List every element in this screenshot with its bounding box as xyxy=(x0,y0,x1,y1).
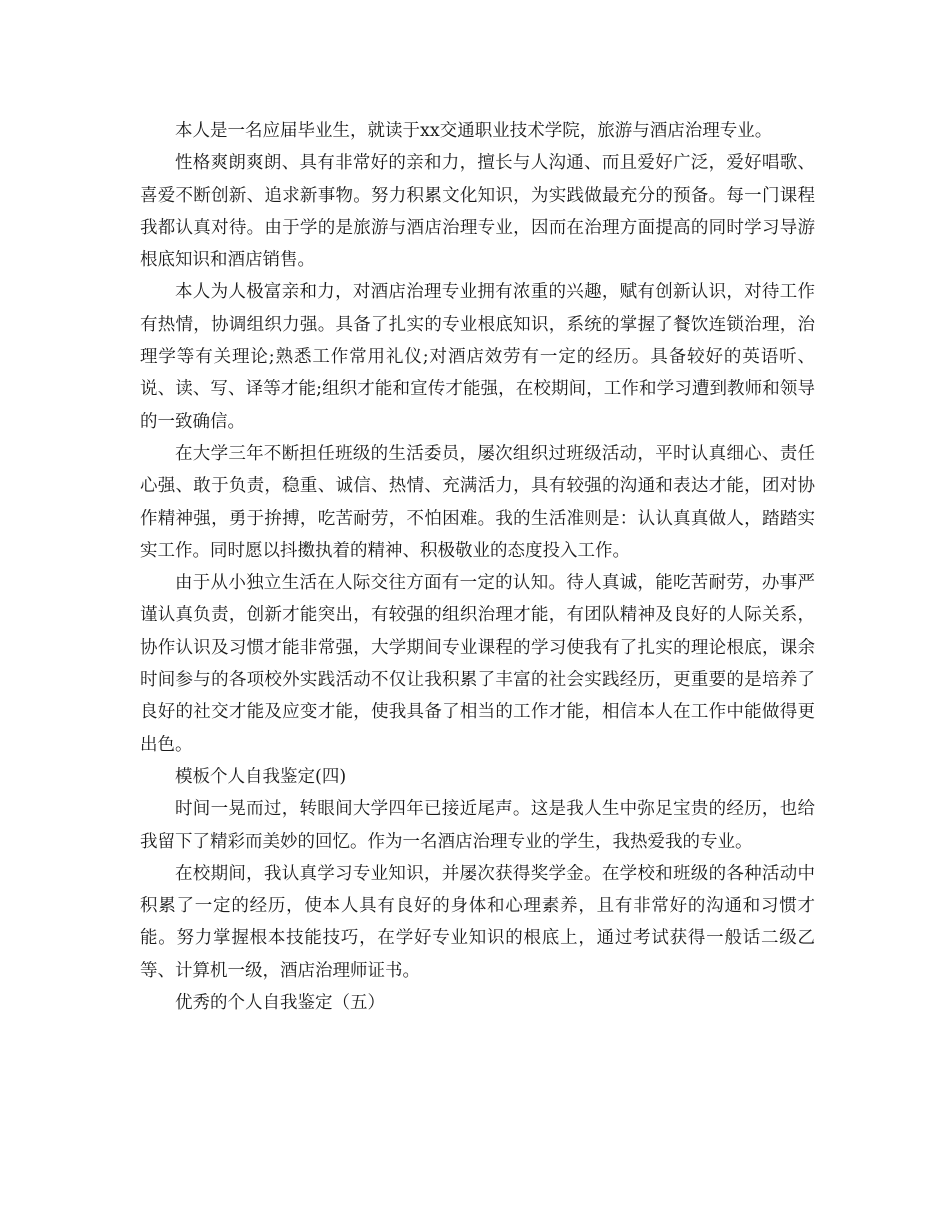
paragraph-class-committee: 在大学三年不断担任班级的生活委员，屡次组织过班级活动，平时认真细心、责任心强、敢于负责，稳重、诚信、热情、充满活力，具有较强的沟通和表达才能，团对协作精神强，勇于拚搏，吃苦耐劳，不怕困难。我的生活准则是：认认真真做人，踏踏实实工作。同时愿以抖擞执着的精神、积极敬业的态度投入工作。 xyxy=(140,443,815,561)
document-body xyxy=(140,115,815,1019)
paragraph-intro: 本人是一名应届毕业生，就读于xx交通职业技术学院，旅游与酒店治理专业。 xyxy=(175,121,773,141)
paragraph-personality: 性格爽朗爽朗、具有非常好的亲和力，擅长与人沟通、而且爱好广泛，爱好唱歌、喜爱不断创新、追求新事物。努力积累文化知识，为实践做最充分的预备。每一门课程我都认真对待。由于学的是旅游与酒店治理专业，因而在治理方面提高的同时学习导游根底知识和酒店销售。 xyxy=(140,153,815,271)
section-heading-four: 模板个人自我鉴定(四) xyxy=(175,766,347,787)
section-heading-five: 优秀的个人自我鉴定（五） xyxy=(175,993,385,1014)
paragraph-at-school: 在校期间，我认真学习专业知识，并屡次获得奖学金。在学校和班级的各种活动中积累了一定的经历，使本人具有良好的身体和心理素养，且有非常好的沟通和习惯才能。努力掌握根本技能技巧，在学好专业知识的根底上，通过考试获得一般话二级乙等、计算机一级，酒店治理师证书。 xyxy=(140,863,815,981)
paragraph-affinity: 本人为人极富亲和力，对酒店治理专业拥有浓重的兴趣，赋有创新认识，对待工作有热情，协调组织力强。具备了扎实的专业根底知识，系统的掌握了餐饮连锁治理，治理学等有关理论;熟悉工作常用礼仪;对酒店效劳有一定的经历。具备较好的英语听、说、读、写、译等才能;组织才能和宣传才能强，在校期间，工作和学习遭到教师和领导的一致确信。 xyxy=(140,282,815,432)
paragraph-independence: 由于从小独立生活在人际交往方面有一定的认知。待人真诚，能吃苦耐劳，办事严谨认真负责，创新才能突出，有较强的组织治理才能，有团队精神及良好的人际关系，协作认识及习惯才能非常强，大学期间专业课程的学习使我有了扎实的理论根底，课余时间参与的各项校外实践活动不仅让我积累了丰富的社会实践经历，更重要的是培养了良好的社交才能及应变才能，使我具备了相当的工作才能，相信本人在工作中能做得更出色。 xyxy=(140,573,815,755)
paragraph-time-flies: 时间一晃而过，转眼间大学四年已接近尾声。这是我人生中弥足宝贵的经历，也给我留下了精彩而美妙的回忆。作为一名酒店治理专业的学生，我热爱我的专业。 xyxy=(140,799,815,852)
